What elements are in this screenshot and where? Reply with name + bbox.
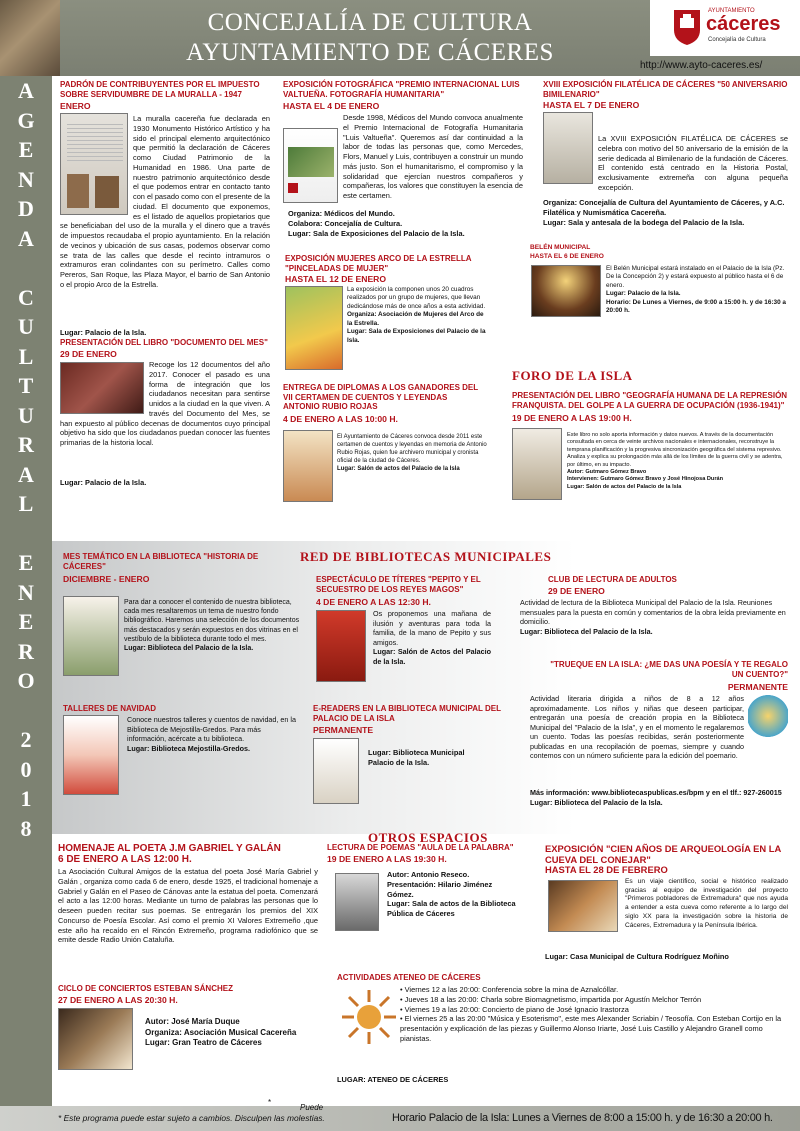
- filatelica-body: La XVIII EXPOSICIÓN FILATÉLICA DE CÁCERES se celebra con motivo del 50 aniversario de la emisión de la serie dedicada al Bimilenario de la fundación de Cáceres. El contenido está centrado en la Historia Postal, exclusivamente extremeña con alguna pequeña excepción.: [598, 134, 788, 192]
- mujeres-title: EXPOSICIÓN MUJERES ARCO DE LA ESTRELLA "PINCELADAS DE MUJER": [285, 254, 472, 273]
- footer-disclaimer: * Este programa puede estar sujeto a cambios. Disculpen las molestias.: [58, 1113, 325, 1123]
- sidebar-letter: 8: [20, 815, 32, 841]
- ateneo-place: LUGAR: ATENEO DE CÁCERES: [337, 1075, 449, 1084]
- padron-date: ENERO: [60, 101, 91, 111]
- sidebar-letter: U: [18, 314, 34, 339]
- sidebar-letter: U: [18, 402, 34, 428]
- otros-heading: OTROS ESPACIOS: [368, 830, 488, 845]
- ereaders-title: E-READERS EN LA BIBLIOTECA MUNICIPAL DEL PALACIO DE LA ISLA: [313, 704, 501, 723]
- talleres-place: Lugar: Biblioteca Mejostilla-Gredos.: [127, 743, 251, 753]
- foto-body: Desde 1998, Médicos del Mundo convoca anualmente el Premio Internacional de Fotografía Humanitaria "Luis Valtueña". Queremos así dar continuidad a la labor de todas las personas que, como Mercedes, Flors, Manuel y Luis, contribuyen a construir un mundo más justo. Son el humanitarismo, el compromiso y la solidaridad que ejercían nuestros compañeros y compañeras, los valores que constituyen la esencia de este certamen.: [343, 113, 523, 201]
- padron-place: Lugar: Palacio de la Isla.: [60, 328, 147, 337]
- conciertos-date: 27 DE ENERO A LAS 20:30 H.: [58, 995, 178, 1005]
- belen-place: Lugar: Palacio de la Isla.: [606, 290, 681, 298]
- filatelica-place: Lugar: Sala y antesala de la bodega del Palacio de la Isla.: [543, 217, 745, 227]
- ereaders-date: PERMANENTE: [313, 725, 374, 735]
- sidebar-letter: N: [18, 166, 34, 192]
- header-title-line2: AYUNTAMIENTO DE CÁCERES: [186, 39, 554, 66]
- sidebar-letter: 2: [20, 727, 32, 752]
- text-wrap-spacer: [60, 360, 149, 416]
- foro-details: [567, 432, 788, 491]
- arqueo-date: HASTA EL 28 DE FEBRERO: [545, 864, 668, 875]
- mes-details: [124, 598, 300, 653]
- foto-place: Lugar: Sala de Exposiciones del Palacio de la Isla.: [288, 228, 465, 238]
- text-wrap-spacer: [283, 113, 343, 205]
- padron-text: [60, 114, 270, 290]
- sidebar-letter: 0: [20, 756, 32, 782]
- sidebar-letter: R: [18, 638, 34, 664]
- foto-date: HASTA EL 4 DE ENERO: [283, 101, 380, 111]
- foro-date: 19 DE ENERO A LAS 19:00 H.: [512, 413, 632, 423]
- mes-body: Para dar a conocer el contenido de nuestra biblioteca, cada mes resaltaremos un tema de nuestro fondo bibliográfico. Haremos una selección de los documentos más destacados y serán expuestos en dos vitrinas en el vestíbulo de la biblioteca durante todo el mes.: [124, 599, 300, 643]
- header-building-photo: [0, 0, 60, 76]
- mes-title: MES TEMÁTICO EN LA BIBLIOTECA "HISTORIA DE CÁCERES": [63, 552, 259, 571]
- conciertos-author: Autor: José María Duque: [145, 1017, 240, 1026]
- titeres-title: ESPECTÁCULO DE TÍTERES "PEPITO Y EL SECUESTRO DE LOS REYES MAGOS": [316, 575, 481, 594]
- sidebar-letter: R: [18, 432, 34, 457]
- arqueo-body: Es un viaje científico, social e histórico realizado gracias al equipo de investigación del proyecto "Primeros pobladores de Extremadura" que nos ayuda a entender a esta cueva como referente a lo largo del siglo XX para la investigación sobre la historia de Cáceres, Extremadura y la Península Ibérica.: [625, 878, 788, 929]
- sidebar-letter: [0, 253, 52, 283]
- foto-title: EXPOSICIÓN FOTOGRÁFICA "PREMIO INTERNACIONAL LUIS VALTUEÑA. FOTOGRAFÍA HUMANITARIA": [283, 80, 520, 99]
- arqueo-text: [625, 878, 788, 930]
- filatelica-title: XVIII EXPOSICIÓN FILATÉLICA DE CÁCERES "50 ANIVERSARIO BIMILENARIO": [543, 80, 788, 99]
- aula-author: Autor: Antonio Reseco.: [387, 870, 470, 879]
- foro-speakers: Intervienen: Gutmaro Gómez Bravo y José Hinojosa Durán: [567, 476, 724, 483]
- sidebar-letter: L: [18, 343, 34, 369]
- sidebar-letter: E: [18, 550, 34, 575]
- sidebar-letter: A: [18, 225, 34, 251]
- logo-sub-text: Concejalía de Cultura: [708, 37, 766, 43]
- trueque-details: [530, 694, 744, 761]
- logo-small-text: AYUNTAMIENTO: [708, 8, 755, 14]
- sidebar-letter: N: [18, 579, 34, 605]
- homenaje-text: [58, 867, 318, 945]
- documento-text: [60, 360, 270, 448]
- foro-body: Este libro no solo aporta información y datos nuevos. A través de la documentación consultada en cerca de veinte archivos nacionales e internacionales, reconstruye la temprana planificación y la progresiva sincronización geográfica del sistema represivo. Analiza y explica su prolongación más allá de los límites de la guerra civil y se adentra, por último, en su impacto.: [567, 432, 783, 468]
- diplomas-poster-image: [283, 430, 333, 502]
- conciertos-org: Organiza: Asociación Musical Cacereña: [145, 1027, 297, 1037]
- documento-date: 29 DE ENERO: [60, 349, 117, 359]
- homenaje-date: 6 DE ENERO A LAS 12:00 H.: [58, 854, 192, 865]
- aula-author-photo: [335, 873, 379, 931]
- foto-org: Organiza: Médicos del Mundo.: [288, 209, 395, 218]
- mujeres-org: Organiza: Asociación de Mujeres del Arco de la Estrella.: [347, 311, 484, 327]
- foto-text: [283, 113, 523, 205]
- sidebar-letter: A: [18, 78, 34, 103]
- belen-body: El Belén Municipal estará instalado en el Palacio de la Isla (Pz. De la Concepción 2) y estará expuesto al público hasta el 6 de enero.: [606, 265, 785, 289]
- diplomas-title: ENTREGA DE DIPLOMAS A LOS GANADORES DEL VII CERTAMEN DE CUENTOS Y LEYENDAS ANTONIO RUBIO ROJAS: [283, 383, 478, 412]
- homenaje-title: HOMENAJE AL POETA J.M GABRIEL Y GALÁN: [58, 843, 281, 854]
- logo-big-text: cáceres: [706, 13, 781, 35]
- conciertos-place: Lugar: Gran Teatro de Cáceres: [145, 1038, 262, 1048]
- diplomas-details: [337, 434, 487, 474]
- club-date: 29 DE ENERO: [548, 586, 605, 596]
- aula-title: LECTURA DE POEMAS "AULA DE LA PALABRA": [327, 843, 514, 852]
- aula-date: 19 DE ENERO A LAS 19:30 H.: [327, 854, 447, 864]
- sidebar-letter: O: [17, 668, 35, 693]
- trueque-date: PERMANENTE: [727, 682, 788, 692]
- header-title-line1: CONCEJALÍA DE CULTURA: [207, 9, 533, 36]
- diplomas-body: El Ayuntamiento de Cáceres convoca desde 2011 este certamen de cuentos y leyendas en memoria de Antonio Rubio Rojas, quien fue archivero municipal y cronista oficial de la ciudad de Cáceres.: [337, 434, 487, 464]
- talleres-title: TALLERES DE NAVIDAD: [63, 704, 157, 713]
- trueque-place: Lugar: Biblioteca del Palacio de la Isla.: [530, 797, 663, 807]
- belen-details: [606, 265, 788, 316]
- documento-body: Recoge los 12 documentos del año 2017. Conocer el pasado es una forma de integración que los ciudadanos necesitan para sentirse unidos a la ciudad en la que viven. A través del Documento del Mes, se han expuesto al público decenas de documentos cuyo principal objetivo ha sido que los ciudadanos puedan conocer las fuentes primarias de la historia local.: [60, 360, 270, 448]
- conciertos-title: CICLO DE CONCIERTOS ESTEBAN SÁNCHEZ: [58, 984, 233, 993]
- foro-title: PRESENTACIÓN DEL LIBRO "GEOGRAFÍA HUMANA DE LA REPRESIÓN FRANQUISTA. DEL GOLPE A LA GUERRA DE OCUPACIÓN (1936-1941)": [512, 391, 788, 410]
- mujeres-poster-image: [285, 286, 343, 370]
- sidebar-letter: D: [18, 196, 34, 221]
- club-place: Lugar: Biblioteca del Palacio de la Isla.: [520, 626, 653, 636]
- mes-place: Lugar: Biblioteca del Palacio de la Isla.: [124, 645, 254, 653]
- aula-present: Presentación: Hilario Jiménez Gómez.: [387, 879, 493, 899]
- aula-details: [387, 870, 517, 919]
- footer-puede: Puede: [300, 1103, 324, 1112]
- padron-title: PADRÓN DE CONTRIBUYENTES POR EL IMPUESTO SOBRE SERVIDUMBRE DE LA MURALLA - 1947: [60, 80, 260, 99]
- ateneo-item: • Viernes 12 a las 20:00: Conferencia sobre la mina de Aznalcóllar.: [400, 985, 619, 994]
- ateneo-title: ACTIVIDADES ATENEO DE CÁCERES: [337, 973, 481, 982]
- sidebar-letter: E: [18, 137, 34, 162]
- sidebar-letter: L: [18, 491, 34, 516]
- caceres-logo: [650, 0, 800, 56]
- mujeres-body: La exposición la componen unos 20 cuadros realizados por un grupo de mujeres, que llevan dedicándose más de once años a esta actividad.: [347, 286, 486, 310]
- sidebar-letter: C: [18, 284, 34, 310]
- documento-place: Lugar: Palacio de la Isla.: [60, 478, 147, 487]
- text-wrap-spacer: [543, 134, 598, 186]
- diplomas-place: Lugar: Salón de actos del Palacio de la Isla: [337, 465, 460, 472]
- website-url[interactable]: http://www.ayto-caceres.es/: [640, 60, 763, 71]
- arqueo-title: EXPOSICIÓN "CIEN AÑOS DE ARQUEOLOGÍA EN LA CUEVA DEL CONEJAR": [545, 843, 781, 866]
- trueque-image: [748, 694, 788, 738]
- foro-author: Autor: Gutmaro Gómez Bravo: [567, 468, 647, 475]
- mujeres-place: Lugar: Sala de Exposiciones del Palacio de la Isla.: [347, 328, 486, 344]
- aula-place: Lugar: Sala de actos de la Biblioteca Pública de Cáceres: [387, 899, 516, 919]
- club-details: [520, 598, 788, 636]
- conciertos-image: [58, 1008, 133, 1070]
- padron-body: La muralla cacereña fue declarada en 1930 Monumento Histórico Artístico y ha sido el principal elemento arquitectónico que permitió la declaración de Cáceres como Ciudad Patrimonio de la Humanidad en 1986. Una parte de nuestro patrimonio arquitectónico desde el que podemos entrar en contacto tanto con el pasado como con el presente de la ciudad. El documento que exponemos, es el listado de aquellos propietarios que se beneficiaban del uso de la muralla y el dinero que a través de impuestos recaudaba el propio ayuntamiento. En la relación de vecinos y ubicación de sus casas, podemos observar como se trata de las calles que desde el recinto intramuros o extramuros eran colindantes con su perímetro. Calles como Pereros, San Roque, las Plaza Mayor, el barrio de San Antonio o el propio Arco de la Estrella.: [60, 114, 270, 290]
- footer-hours: Horario Palacio de la Isla: Lunes a Viernes de 8:00 a 15:00 h. y de 16:30 a 20:00 h.: [392, 1112, 773, 1124]
- homenaje-body: La Asociación Cultural Amigos de la estatua del poeta José María Gabriel y Galán , organiza como cada 6 de enero, desde 1925, el tradicional homenaje a Gabriel y Galán en el Paseo de Cánovas ante la estatua del poeta. Comenzará el acto a las 12:00 horas. Mediante un turno de palabras las personas que lo deseen pueden recitar sus poemas. Se entregarán los premios del XIX Concurso de Poesía Escolar. Así como el premio XI Valores Extremeño ,que este año ha recaído en el Rincón Extremeño, programa radiofónico que se emite desde Radio Unión Cataluña.: [58, 867, 318, 945]
- belen-date: HASTA EL 6 DE ENERO: [530, 253, 604, 260]
- trueque-body: Actividad literaria dirigida a niños de 8 a 12 años aproximadamente. Los niños y niñas que deseen participar, entregarán una poesía de creación propia en la Biblioteca Municipal del "Palacio de la Isla", y en el momento le regalaremos un cuento. Todas las poesías recibidas, serán posteriormente publicadas en una recopilación de poemas, siempre y cuando contemos con un número suficiente para la edición del poemario.: [530, 694, 744, 760]
- trueque-info[interactable]: Más información: www.bibliotecaspublicas.es/bpm y en el tlf.: 927-260015: [530, 788, 782, 797]
- mes-poster-image: [63, 596, 119, 676]
- titeres-date: 4 DE ENERO A LAS 12:30 H.: [316, 597, 431, 607]
- foro-place: Lugar: Salón de actos del Palacio de la Isla: [567, 483, 682, 490]
- coat-of-arms-icon: [672, 8, 702, 46]
- sidebar-letter: E: [18, 609, 34, 634]
- ateneo-item: • Jueves 18 a las 20:00: Charla sobre Biomagnetismo, impartida por Agustín Melchor Terrón: [400, 994, 702, 1004]
- titeres-body: Os proponemos una mañana de ilusión y aventuras para toda la familia, de la mano de Pepito y sus amigos.: [373, 609, 491, 647]
- titeres-place: Lugar: Salón de Actos del Palacio de la Isla.: [373, 647, 491, 666]
- belen-hours: Horario: De Lunes a Viernes, de 9:00 a 15:00 h. y de 16:30 a 20:00 h.: [606, 298, 786, 315]
- talleres-poster-image: [63, 715, 119, 795]
- bibliotecas-heading: RED DE BIBLIOTECAS MUNICIPALES: [300, 549, 552, 564]
- trueque-extra: [530, 788, 788, 807]
- mujeres-details: [347, 286, 487, 345]
- sun-icon: [340, 988, 398, 1046]
- sidebar-letter: A: [18, 461, 34, 487]
- talleres-body: Conoce nuestros talleres y cuentos de navidad, en la Biblioteca de Mejostilla-Gredos. Para más información, acércate a tu biblioteca.: [127, 715, 297, 743]
- conciertos-details: [145, 1017, 315, 1049]
- ateneo-item: • El viernes 25 a las 20:00 "Música y Esoterismo", este mes Alexander Scriabin / Teosofía. Con Esteban Cortijo en la presentación y explicación de las piezas y Guillermo Alonso Iriarte, José Luis Castillo y Alejandro Granell como pianistas.: [400, 1014, 782, 1043]
- footer-asterisk: *: [268, 1098, 272, 1107]
- foro-book-image: [512, 428, 562, 500]
- text-wrap-spacer: [60, 114, 133, 218]
- filatelica-text: [543, 134, 788, 193]
- titeres-details: [373, 609, 491, 666]
- mujeres-date: HASTA EL 12 DE ENERO: [285, 274, 387, 284]
- filatelica-date: HASTA EL 7 DE ENERO: [543, 100, 640, 110]
- sidebar-letter: 1: [20, 786, 32, 811]
- diplomas-date: 4 DE ENERO A LAS 10:00 H.: [283, 414, 398, 424]
- documento-title: PRESENTACIÓN DEL LIBRO "DOCUMENTO DEL MES": [60, 338, 268, 347]
- filatelica-org: Organiza: Concejalía de Cultura del Ayuntamiento de Cáceres, y A.C. Filatélica y Numismática Cacereña.: [543, 198, 785, 217]
- arqueo-place: Lugar: Casa Municipal de Cultura Rodríguez Moñino: [545, 952, 729, 961]
- belen-title: BELÉN MUNICIPAL: [530, 244, 591, 251]
- sidebar-letter: [0, 519, 52, 549]
- foro-heading: FORO DE LA ISLA: [512, 368, 633, 383]
- filatelica-details: [543, 198, 788, 227]
- talleres-details: [127, 715, 297, 753]
- foto-colab: Colabora: Concejalía de Cultura.: [288, 218, 403, 228]
- mes-date: DICIEMBRE - ENERO: [63, 574, 150, 584]
- titeres-poster-image: [316, 610, 366, 682]
- ateneo-item: • Viernes 19 a las 20:00: Concierto de piano de José Ignacio Irastorza: [400, 1004, 629, 1014]
- sidebar-letter: G: [17, 107, 35, 133]
- sidebar-letter: [0, 696, 52, 726]
- belen-nativity-image: [531, 265, 601, 317]
- ereaders-poster-image: [313, 738, 359, 804]
- ereaders-place: Lugar: Biblioteca Municipal Palacio de la Isla.: [368, 748, 465, 767]
- trueque-title: "TRUEQUE EN LA ISLA: ¿ME DAS UNA POESÍA Y TE REGALO UN CUENTO?": [550, 660, 788, 679]
- foto-details: [288, 209, 523, 238]
- arqueo-image: [548, 880, 618, 932]
- club-title: CLUB DE LECTURA DE ADULTOS: [548, 575, 677, 584]
- ateneo-list: [400, 985, 788, 1044]
- club-body: Actividad de lectura de la Biblioteca Municipal del Palacio de la Isla. Reuniones mensuales para la puesta en común y comentarios de la obra leída previamente en domicilio.: [520, 598, 786, 626]
- agenda-vertical-title: [0, 76, 52, 1106]
- sidebar-letter: T: [18, 373, 34, 398]
